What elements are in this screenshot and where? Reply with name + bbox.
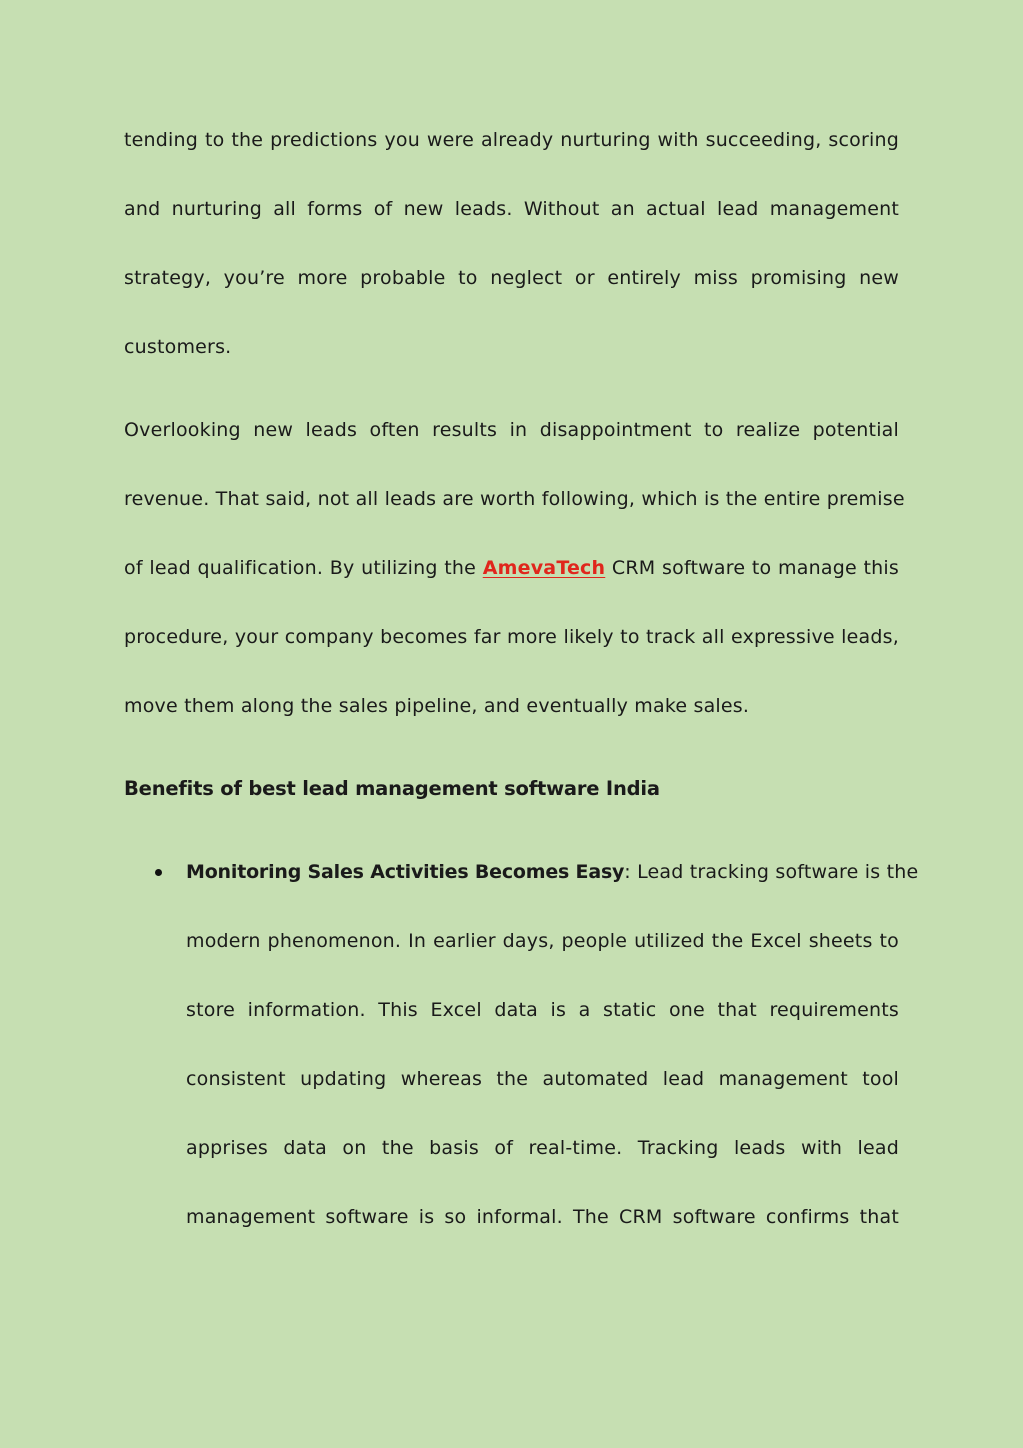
paragraph-2-line-5: move them along the sales pipeline, and eventually make sales. — [124, 695, 750, 717]
bullet-1-line-4: consistent updating whereas the automated lead management tool — [186, 1068, 899, 1090]
bullet-1-line-6: management software is so informal. The CRM software confirms that — [186, 1206, 899, 1228]
paragraph-1-line-4: customers. — [124, 336, 232, 358]
paragraph-2-line-3 — [124, 556, 899, 580]
ameva-tech-link[interactable]: AmevaTech — [482, 557, 606, 579]
bullet-1-line-3: store information. This Excel data is a static one that requirements — [186, 999, 899, 1021]
paragraph-2-line-1: Overlooking new leads often results in disappointment to realize potential — [124, 419, 899, 441]
bullet-1-line-5: apprises data on the basis of real-time. Tracking leads with lead — [186, 1137, 899, 1159]
bullet-dot-icon — [155, 869, 162, 876]
paragraph-2-line-4: procedure, your company becomes far more likely to track all expressive leads, — [124, 626, 899, 648]
bullet-1-line-1 — [186, 860, 919, 884]
paragraph-2-line-3-end: CRM software to manage this — [605, 557, 899, 579]
bullet-1-line-2: modern phenomenon. In earlier days, people utilized the Excel sheets to — [186, 930, 899, 952]
bullet-1-line-1-rest: : Lead tracking software is the — [624, 861, 919, 883]
paragraph-1-line-2: and nurturing all forms of new leads. Without an actual lead management — [124, 198, 899, 220]
paragraph-1-line-1: tending to the predictions you were already nurturing with succeeding, scoring — [124, 129, 899, 151]
section-heading: Benefits of best lead management software India — [124, 777, 660, 800]
paragraph-1-line-3: strategy, you’re more probable to neglect or entirely miss promising new — [124, 267, 899, 289]
paragraph-2-line-2: revenue. That said, not all leads are worth following, which is the entire premise — [124, 488, 905, 510]
bullet-1-title: Monitoring Sales Activities Becomes Easy — [186, 861, 625, 883]
paragraph-2-line-3-start: of lead qualification. By utilizing the — [124, 557, 483, 579]
